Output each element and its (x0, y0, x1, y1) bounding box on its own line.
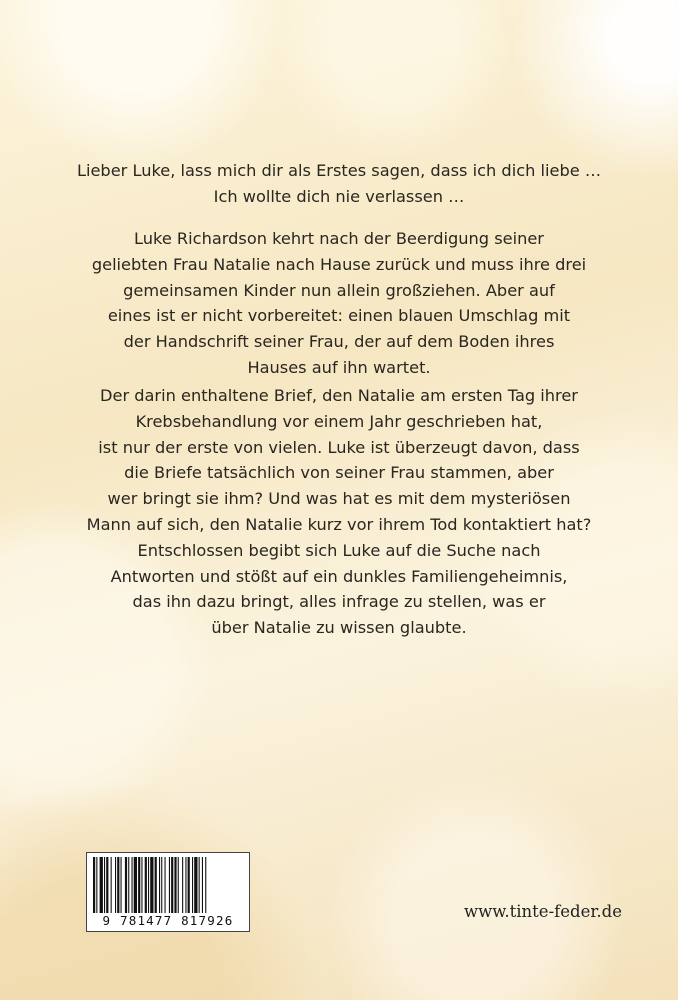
blurb-line: Der darin enthaltene Brief, den Natalie am ersten Tag ihrer (100, 386, 578, 405)
barcode-bar (159, 857, 160, 913)
blurb-line: Luke Richardson kehrt nach der Beerdigung seiner (134, 229, 544, 248)
barcode-bar (171, 857, 173, 913)
barcode-bar (104, 857, 105, 913)
blurb-line: der Handschrift seiner Frau, der auf dem Boden ihres (123, 332, 555, 352)
isbn-barcode (86, 852, 250, 932)
publisher-website: www.tinte-feder.de (463, 902, 622, 921)
barcode-bar (138, 857, 140, 913)
barcode-bar (192, 857, 193, 913)
isbn-digits: 9 781477 817926 (89, 913, 247, 928)
blurb-line: über Natalie zu wissen glaubte. (211, 618, 467, 638)
barcode-bar (125, 857, 127, 913)
barcode-bar (182, 857, 183, 913)
blurb-line: Ich wollte dich nie verlassen … (213, 186, 465, 206)
blurb-paragraph-2 (60, 226, 618, 381)
blurb-line: geliebten Frau Natalie nach Hause zurück und muss ihre drei (91, 254, 587, 274)
barcode-bar (128, 857, 129, 913)
barcode-bar (165, 857, 166, 913)
blurb-line: die Briefe tatsächlich von seiner Frau stammen, aber (124, 463, 554, 483)
barcode-bar (194, 857, 197, 913)
blurb-line: Krebsbehandlung vor einem Jahr geschrieben hat, (135, 411, 543, 431)
barcode-bar (100, 857, 103, 913)
barcode-bar (150, 857, 153, 913)
blurb-line: wer bringt sie ihm? Und was hat es mit dem mysteriösen (107, 489, 571, 509)
barcode-bar (132, 857, 133, 913)
barcode-bar (148, 857, 149, 913)
blurb-line: das ihn dazu bringt, alles infrage zu stellen, was er (132, 592, 546, 612)
blurb-paragraph-3 (60, 383, 618, 641)
blurb-line: eines ist er nicht vorbereitet: einen blauen Umschlag mit (107, 306, 571, 326)
blurb-line: Antworten und stößt auf ein dunkles Familiengeheimnis, (110, 566, 568, 586)
barcode-bar (106, 857, 108, 913)
blurb-paragraph-1 (60, 158, 618, 210)
barcode-bar (188, 857, 190, 913)
blurb-line: Lieber Luke, lass mich dir als Erstes sagen, dass ich dich liebe … (76, 161, 602, 180)
barcode-bar (185, 857, 186, 913)
barcode-bar (93, 857, 95, 913)
barcode-bar (121, 857, 122, 913)
blurb-line: Hauses auf ihn wartet. (247, 357, 431, 377)
barcode-bar (145, 857, 147, 913)
barcode-bars (87, 853, 249, 915)
barcode-bar (111, 857, 112, 913)
blurb-line: Entschlossen begibt sich Luke auf die Suche nach (137, 540, 541, 560)
barcode-bar (134, 857, 137, 913)
barcode-bar (117, 857, 119, 913)
blurb-line: gemeinsamen Kinder nun allein großziehen. Aber auf (123, 280, 555, 300)
barcode-bar (155, 857, 157, 913)
barcode-bar (199, 857, 200, 913)
barcode-bar (141, 857, 142, 913)
blurb-line: Mann auf sich, den Natalie kurz vor ihrem Tod kontaktiert hat? (86, 514, 592, 534)
barcode-bar (96, 857, 97, 913)
blurb-line: ist nur der erste von vielen. Luke ist überzeugt davon, dass (98, 437, 580, 457)
barcode-bar (169, 857, 170, 913)
barcode-bar (115, 857, 116, 913)
barcode-bar (202, 857, 203, 913)
barcode-bar (174, 857, 176, 913)
barcode-bar (161, 857, 162, 913)
barcode-bar (205, 857, 206, 913)
barcode-bar (178, 857, 179, 913)
